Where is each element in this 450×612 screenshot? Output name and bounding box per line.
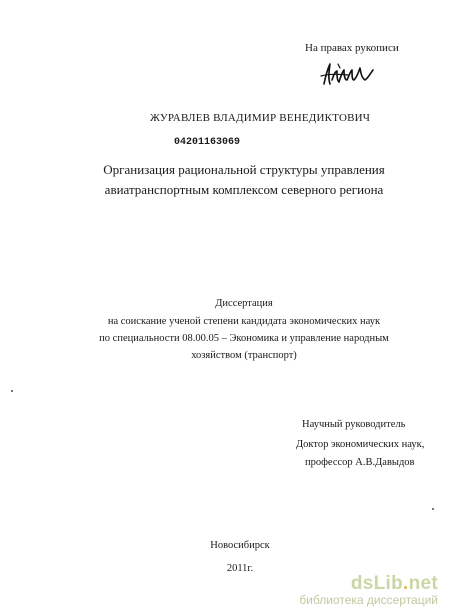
scan-speck	[432, 508, 434, 510]
catalog-number: 04201163069	[174, 137, 241, 148]
rights-note: На правах рукописи	[305, 42, 399, 54]
scan-speck	[11, 390, 13, 392]
watermark-logo-main: dsLib	[350, 573, 403, 594]
watermark-logo	[299, 573, 438, 595]
supervisor-name: профессор А.В.Давыдов	[305, 457, 415, 468]
dissertation-heading: Диссертация	[215, 298, 273, 309]
watermark-logo-tld: net	[408, 573, 438, 594]
specialty-line-cont: хозяйством (транспорт)	[191, 350, 297, 361]
supervisor-role: Научный руководитель	[302, 419, 406, 430]
author-name: ЖУРАВЛЕВ ВЛАДИМИР ВЕНЕДИКТОВИЧ	[150, 112, 371, 124]
handwritten-signature	[318, 58, 378, 90]
watermark	[299, 573, 438, 607]
dissertation-title-line2: авиатранспортным комплексом северного региона	[104, 182, 384, 197]
supervisor-degree: Доктор экономических наук,	[296, 439, 425, 450]
year: 2011г.	[226, 563, 254, 574]
watermark-subtitle: библиотека диссертаций	[299, 593, 438, 607]
city: Новосибирск	[210, 540, 270, 551]
dissertation-title-line1: Организация рациональной структуры управления	[103, 162, 385, 177]
degree-line: на соискание ученой степени кандидата экономических наук	[107, 316, 381, 327]
watermark-logo-dot: .	[403, 573, 409, 594]
specialty-line: по специальности 08.00.05 – Экономика и управление народным	[99, 333, 389, 344]
